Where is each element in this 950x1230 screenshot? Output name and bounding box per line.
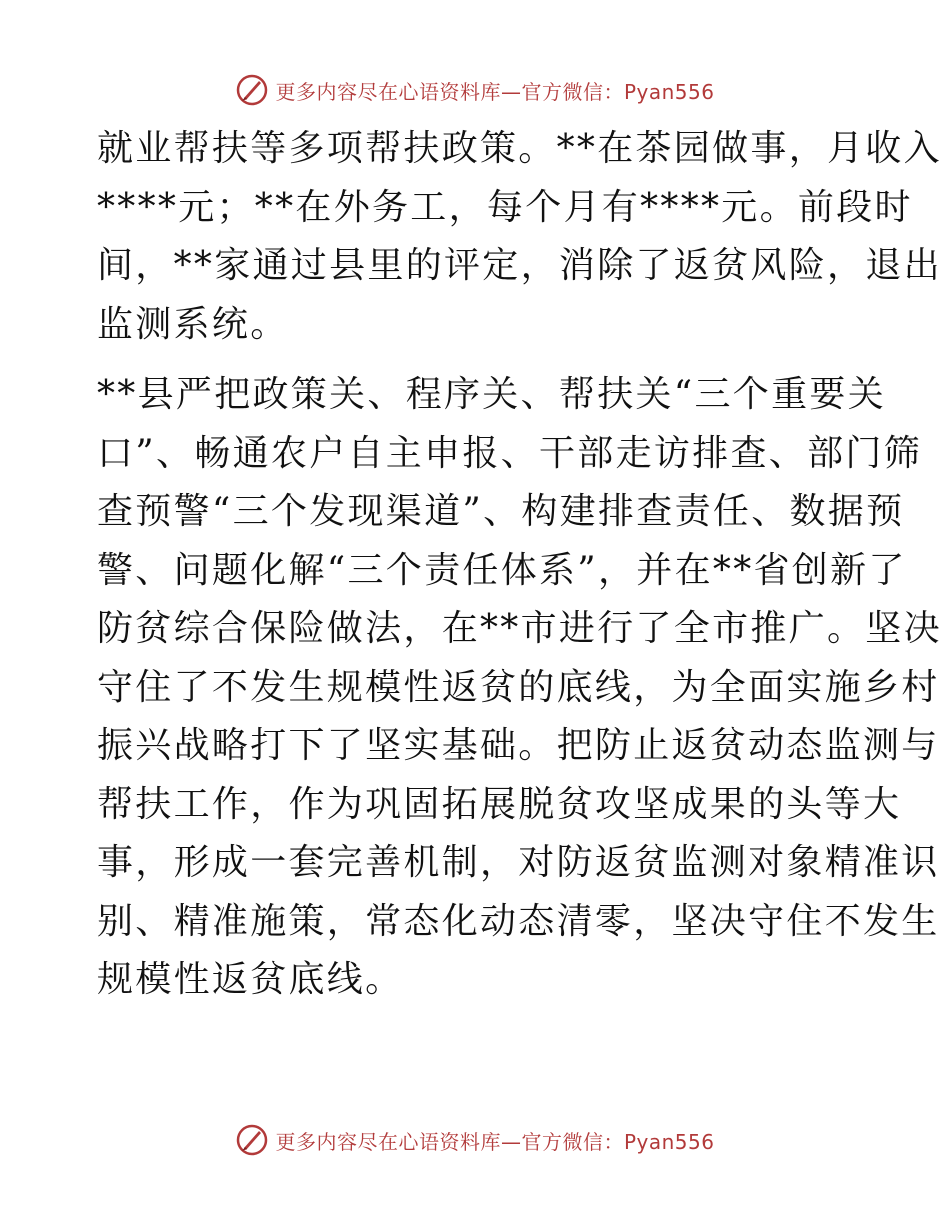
text-line: 警、问题化解“三个责任体系”，并在**省创新了 xyxy=(97,549,907,591)
text-line: ****元；**在外务工，每个月有****元。前段时 xyxy=(97,186,913,228)
paragraph-2 xyxy=(97,366,942,1010)
text-line: **县严把政策关、程序关、帮扶关“三个重要关 xyxy=(97,374,887,415)
quill-pen-logo-icon xyxy=(235,73,269,107)
paragraph-1 xyxy=(97,120,942,354)
banner-text: 更多内容尽在心语资料库—官方微信：Pyan556 xyxy=(275,1129,715,1154)
document-body xyxy=(97,120,942,1010)
text-line: 事，形成一套完善机制，对防返贫监测对象精准识 xyxy=(97,842,940,883)
footer-banner xyxy=(0,1120,950,1160)
text-line: 口”、畅通农户自主申报、干部走访排查、部门筛 xyxy=(97,432,923,474)
text-line: 监测系统。 xyxy=(97,303,289,345)
quill-pen-logo-icon xyxy=(235,1123,269,1157)
text-line: 查预警“三个发现渠道”、构建排查责任、数据预 xyxy=(97,491,905,532)
text-line: 间，**家通过县里的评定，消除了返贫风险，退出 xyxy=(97,245,942,286)
text-line: 就业帮扶等多项帮扶政策。**在茶园做事，月收入 xyxy=(97,128,942,169)
text-line: 振兴战略打下了坚实基础。把防止返贫动态监测与 xyxy=(97,725,940,766)
text-line: 守住了不发生规模性返贫的底线，为全面实施乡村 xyxy=(97,666,940,708)
header-banner xyxy=(0,70,950,110)
banner-text: 更多内容尽在心语资料库—官方微信：Pyan556 xyxy=(275,79,715,104)
text-line: 帮扶工作，作为巩固拓展脱贫攻坚成果的头等大 xyxy=(97,783,902,825)
text-line: 规模性返贫底线。 xyxy=(97,959,404,1000)
text-line: 防贫综合保险做法，在**市进行了全市推广。坚决 xyxy=(97,608,942,649)
text-line: 别、精准施策，常态化动态清零，坚决守住不发生 xyxy=(97,900,940,942)
